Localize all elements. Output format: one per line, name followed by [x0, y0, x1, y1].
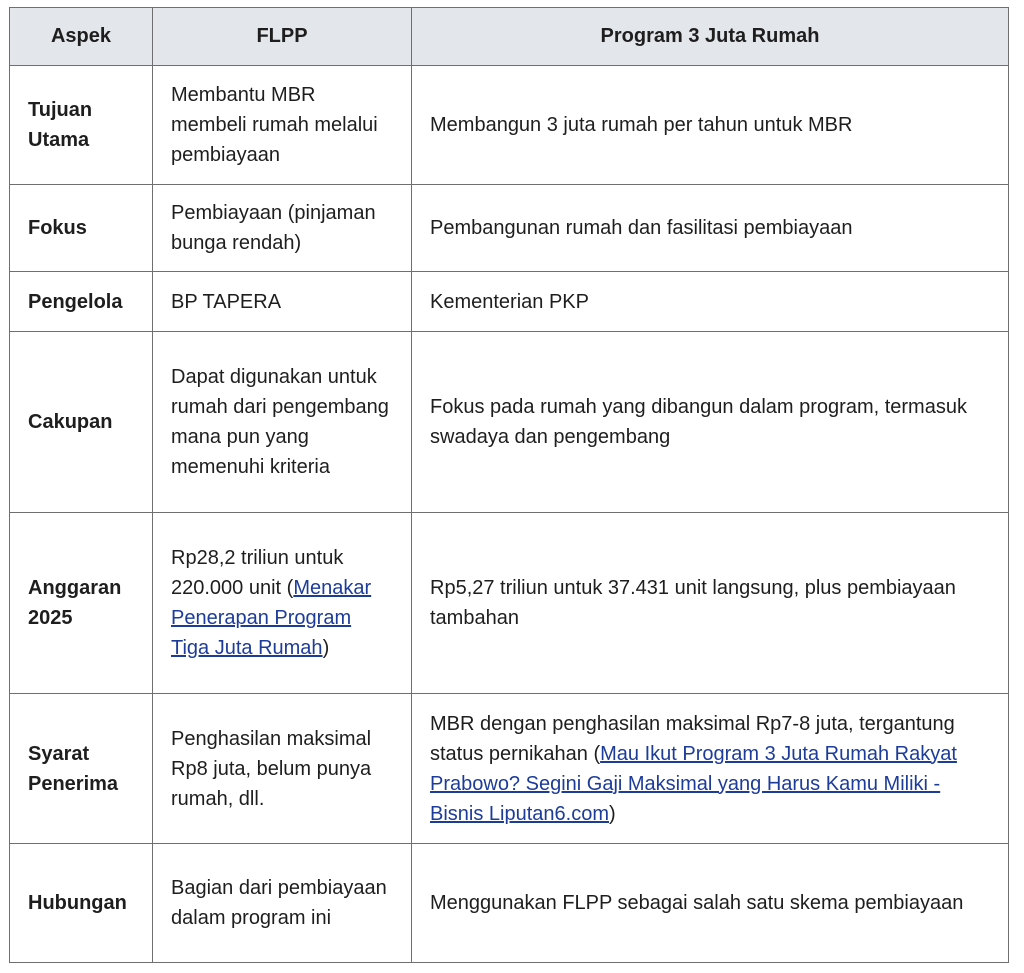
row-aspect: Fokus: [10, 185, 153, 272]
flpp-cell: BP TAPERA: [153, 272, 412, 332]
table-row: [10, 694, 1009, 844]
table-row: [10, 513, 1009, 694]
table-row: [10, 66, 1009, 185]
comparison-table-container: [9, 7, 1009, 963]
header-flpp: FLPP: [153, 8, 412, 66]
row-aspect: Syarat Penerima: [10, 694, 153, 844]
source-link-menakar[interactable]: Menakar Penerapan Program Tiga Juta Rumah: [171, 577, 372, 659]
header-aspek: Aspek: [10, 8, 153, 66]
source-link-liputan6[interactable]: Mau Ikut Program 3 Juta Rumah Rakyat Prabowo? Segini Gaji Maksimal yang Harus Kamu Miliki - Bisnis Liputan6.com: [430, 742, 957, 825]
header-row: [10, 8, 1009, 66]
program-cell: MBR dengan penghasilan maksimal Rp7-8 juta, tergantung status pernikahan (Mau Ikut Program 3 Juta Rumah Rakyat Prabowo? Segini Gaji Maksimal yang Harus Kamu Miliki - Bisnis Liputan6.com): [412, 694, 1009, 844]
flpp-cell: Penghasilan maksimal Rp8 juta, belum punya rumah, dll.: [153, 694, 412, 844]
flpp-cell: Rp28,2 triliun untuk 220.000 unit (Menakar Penerapan Program Tiga Juta Rumah): [153, 513, 412, 694]
header-program: Program 3 Juta Rumah: [412, 8, 1009, 66]
table-row: [10, 185, 1009, 272]
program-cell: Kementerian PKP: [412, 272, 1009, 332]
flpp-cell: Membantu MBR membeli rumah melalui pembiayaan: [153, 66, 412, 185]
program-cell: Pembangunan rumah dan fasilitasi pembiayaan: [412, 185, 1009, 272]
table-row: [10, 272, 1009, 332]
row-aspect: Tujuan Utama: [10, 66, 153, 185]
row-aspect: Hubungan: [10, 844, 153, 963]
table-row: [10, 332, 1009, 513]
row-aspect: Anggaran 2025: [10, 513, 153, 694]
flpp-cell: Pembiayaan (pinjaman bunga rendah): [153, 185, 412, 272]
program-cell: Membangun 3 juta rumah per tahun untuk MBR: [412, 66, 1009, 185]
flpp-text: Rp28,2 triliun untuk 220.000 unit: [171, 547, 344, 599]
row-aspect: Pengelola: [10, 272, 153, 332]
program-cell: Fokus pada rumah yang dibangun dalam program, termasuk swadaya dan pengembang: [412, 332, 1009, 513]
program-text: MBR dengan penghasilan maksimal Rp7-8 juta, tergantung status pernikahan: [430, 712, 955, 765]
program-cell: Rp5,27 triliun untuk 37.431 unit langsung, plus pembiayaan tambahan: [412, 513, 1009, 694]
comparison-table: [9, 7, 1009, 963]
program-cell: Menggunakan FLPP sebagai salah satu skema pembiayaan: [412, 844, 1009, 963]
row-aspect: Cakupan: [10, 332, 153, 513]
table-row: [10, 844, 1009, 963]
flpp-cell: Bagian dari pembiayaan dalam program ini: [153, 844, 412, 963]
flpp-cell: Dapat digunakan untuk rumah dari pengembang mana pun yang memenuhi kriteria: [153, 332, 412, 513]
